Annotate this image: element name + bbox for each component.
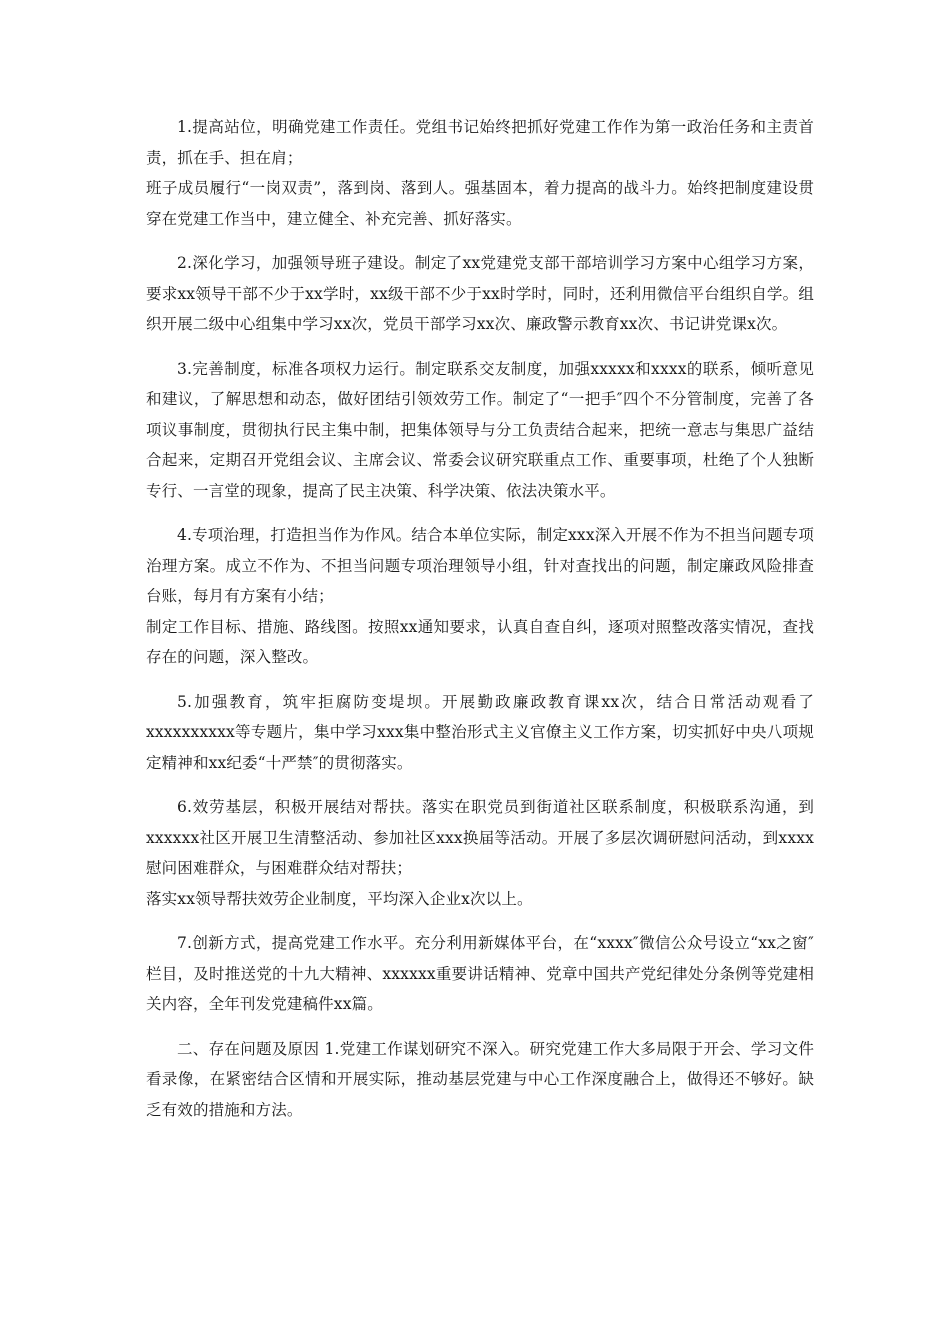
document-body <box>146 112 814 1139</box>
paragraph-text: 2.深化学习，加强领导班子建设。制定了xx党建党支部干部培训学习方案中心组学习方案，要求xx领导干部不少于xx学时，xx级干部不少于xx时学时，同时，还利用微信平台组织自学。组织开展二级中心组集中学习xx次，党员干部学习xx次、廉政警示教育xx次、书记讲党课x次。 <box>146 254 814 333</box>
paragraph-2 <box>146 248 814 340</box>
paragraph-8 <box>146 1034 814 1126</box>
paragraph-text: 1.提高站位，明确党建工作责任。党组书记始终把抓好党建工作作为第一政治任务和主责首责，抓在手、担在肩； <box>146 118 814 167</box>
paragraph-6 <box>146 792 814 914</box>
paragraph-7 <box>146 928 814 1020</box>
paragraph-1 <box>146 112 814 234</box>
paragraph-text: 班子成员履行“一岗双责”，落到岗、落到人。强基固本，着力提高的战斗力。始终把制度建设贯穿在党建工作当中，建立健全、补充完善、抓好落实。 <box>146 179 814 228</box>
paragraph-text: 落实xx领导帮扶效劳企业制度，平均深入企业x次以上。 <box>146 889 533 908</box>
paragraph-4 <box>146 520 814 673</box>
paragraph-5 <box>146 687 814 779</box>
paragraph-text: 7.创新方式，提高党建工作水平。充分利用新媒体平台，在“xxxx″微信公众号设立“xx之窗″栏目，及时推送党的十九大精神、xxxxxx重要讲话精神、党章中国共产党纪律处分条例等党建相关内容，全年刊发党建稿件xx篇。 <box>146 934 814 1013</box>
paragraph-text: 二、存在问题及原因 1.党建工作谋划研究不深入。研究党建工作大多局限于开会、学习文件看录像，在紧密结合区情和开展实际，推动基层党建与中心工作深度融合上，做得还不够好。缺乏有效的措施和方法。 <box>146 1039 814 1119</box>
paragraph-text: 3.完善制度，标准各项权力运行。制定联系交友制度，加强xxxxx和xxxx的联系，倾听意见和建议，了解思想和动态，做好团结引领效劳工作。制定了“一把手″四个不分管制度，完善了各项议事制度，贯彻执行民主集中制，把集体领导与分工负责结合起来，把统一意志与集思广益结合起来，定期召开党组会议、主席会议、常委会议研究联重点工作、重要事项，杜绝了个人独断专行、一言堂的现象，提高了民主决策、科学决策、依法决策水平。 <box>146 359 814 500</box>
paragraph-3 <box>146 354 814 507</box>
paragraph-text: 5.加强教育，筑牢拒腐防变堤坝。开展勤政廉政教育课xx次，结合日常活动观看了xxxxxxxxxx等专题片，集中学习xxx集中整治形式主义官僚主义工作方案，切实抓好中央八项规定精神和xx纪委“十严禁″的贯彻落实。 <box>146 692 814 772</box>
paragraph-text: 6.效劳基层，积极开展结对帮扶。落实在职党员到街道社区联系制度，积极联系沟通，到xxxxxx社区开展卫生清整活动、参加社区xxx换届等活动。开展了多层次调研慰问活动，到xxxx慰问困难群众，与困难群众结对帮扶； <box>146 798 814 877</box>
paragraph-text: 4.专项治理，打造担当作为作风。结合本单位实际，制定xxx深入开展不作为不担当问题专项治理方案。成立不作为、不担当问题专项治理领导小组，针对查找出的问题，制定廉政风险排查台账，每月有方案有小结； <box>146 526 814 605</box>
paragraph-text: 制定工作目标、措施、路线图。按照xx通知要求，认真自查自纠，逐项对照整改落实情况，查找存在的问题，深入整改。 <box>146 617 814 666</box>
